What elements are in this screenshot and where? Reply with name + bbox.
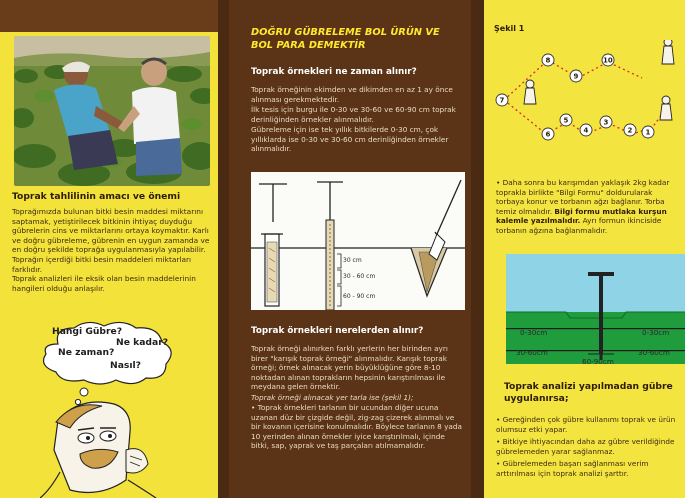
when-paragraph-1: Toprak örneğinin ekimden ve dikimden en az 1 ay önce alınması gerekmektedir. — [251, 85, 453, 104]
depth-label-0-30: 30 cm — [343, 257, 362, 264]
point-6: 6 — [545, 130, 551, 139]
purpose-body — [12, 207, 215, 293]
bag-instructions — [496, 178, 682, 236]
where-heading: Toprak örnekleri nerelerden alınır? — [251, 326, 424, 336]
purpose-paragraph-2: Toprak analizleri ile eksik olan besin maddelerinin hangileri olduğu anlaşılır. — [12, 274, 196, 293]
middle-panel — [229, 0, 471, 498]
no-analysis-heading: Toprak analizi yapılmadan gübre uygulanırsa; — [504, 381, 673, 404]
left-panel — [0, 0, 218, 498]
question-when: Ne zaman? — [58, 347, 115, 358]
bag-text-end: Ayrı formun ikinciside torbanın ağzına bağlanmalıdır. — [496, 216, 662, 235]
main-title: DOĞRU GÜBRELEME BOL ÜRÜN VE BOL PARA DEMEKTİR — [251, 27, 440, 51]
when-heading: Toprak örnekleri ne zaman alınır? — [251, 67, 417, 77]
thought-cloud — [38, 322, 178, 386]
depth-right-30-60: 30-60cm — [638, 348, 670, 357]
point-5: 5 — [563, 116, 569, 125]
panel-gutter-right — [471, 0, 484, 498]
question-how: Nasıl? — [110, 360, 141, 371]
figure-label: Şekil 1 — [494, 24, 525, 33]
purpose-paragraph: Toprağımızda bulunan bitki besin maddesi miktarını saptamak, yetiştirilecek bitkinin ihtiyaç duyduğu gübrelerin cins ve miktarlarını ortaya koymaktır. Karlı ve doğru gübreleme, gübrenin en uygun zamanda ve en doğru şekilde toprağa uygulanmasıyla yapılabilir. Toprağın içerdiği bitki besin maddeleri miktarları farklıdır. — [12, 207, 210, 274]
bullet-3: • Gübrelemeden başarı sağlanması verim arttırılması için toprak analizi şarttır. — [496, 459, 649, 478]
point-3: 3 — [603, 118, 609, 127]
point-8: 8 — [545, 56, 551, 65]
point-9: 9 — [573, 72, 579, 81]
point-4: 4 — [583, 126, 589, 135]
bullet-2: • Bitkiye ihtiyacından daha az gübre verildiğinde gübrelemeden yarar sağlanmaz. — [496, 437, 675, 456]
where-paragraph-zigzag: • Toprak örnekleri tarlanın bir ucundan diğer ucuna uzanan düz bir çizgide değil, zig-zag çizerek alınmalı ve bir kovanın içerisine konulmalıdır. Böylece tarlanın 8 yada 10 yerinden alınan örnekler iyice karıştırılmalı, içinde bitki, sap, yaprak ve taş parçaları atılmamalıdır. — [251, 403, 462, 450]
depth-left-30-60: 30-60cm — [516, 348, 548, 357]
depth-cross-section — [506, 254, 685, 364]
no-analysis-bullets — [496, 415, 682, 479]
point-2: 2 — [627, 126, 633, 135]
depth-label-30-60: 30 - 60 cm — [343, 273, 376, 280]
where-paragraph-1: Toprak örneği alınırken farklı yerlerin her birinden ayrı birer "karışık toprak örneği" alınmalıdır. Karışık toprak örneği; örnek alınacak yerin büyüklüğüne göre 8-10 noktadan alınan toprakların hepsinin karıştırılması ile meydana gelen örnektir. — [251, 344, 448, 391]
point-1: 1 — [645, 128, 651, 137]
depth-left-0-30: 0-30cm — [520, 328, 548, 337]
where-paragraph-field: Toprak örneği alınacak yer tarla ise (şekil 1); — [251, 392, 414, 402]
right-panel — [484, 0, 685, 498]
top-band — [0, 0, 218, 32]
zigzag-sampling-figure — [492, 40, 685, 148]
question-how-much: Ne kadar? — [116, 337, 169, 348]
when-paragraph-3: Gübreleme için ise tek yıllık bitkilerde 0-30 cm, çok yıllıklarda ise 0-30 ve 30-60 cm derinliğinden örnekler alınmalıdır. — [251, 125, 449, 153]
depth-center-60-90: 60-90cm — [582, 357, 614, 364]
bag-text-bold: Bilgi formu mutlaka kurşun kalemle yazılmalıdır. — [496, 206, 667, 226]
bullet-1: • Gereğinden çok gübre kullanımı toprak ve ürün olumsuz etki yapar. — [496, 415, 676, 434]
point-7: 7 — [499, 96, 505, 105]
when-text — [251, 85, 465, 155]
bag-text-1: • Daha sonra bu karışımdan yaklaşık 2kg kadar toprakla birlikte "Bilgi Formu" doldurularak torbaya konur ve torbanın ağzı bağlanır. Torba temiz olmalıdır. — [496, 178, 670, 216]
where-text — [251, 344, 465, 452]
depth-right-0-30: 0-30cm — [642, 328, 670, 337]
when-paragraph-2: İlk tesis için burgu ile 0-30 ve 30-60 ve 60-90 cm toprak derinliğinden örnekler alınmalıdır. — [251, 105, 456, 124]
depth-label-60-90: 60 - 90 cm — [343, 293, 376, 300]
thinking-farmer-cartoon — [40, 380, 160, 498]
question-which: Hangi Gübre? — [52, 326, 123, 337]
purpose-heading: Toprak tahlilinin amacı ve önemi — [12, 191, 181, 202]
soil-sampling-diagram — [251, 172, 465, 310]
point-10: 10 — [603, 56, 613, 65]
panel-gutter-left — [218, 0, 229, 498]
farmers-photo — [14, 36, 210, 186]
